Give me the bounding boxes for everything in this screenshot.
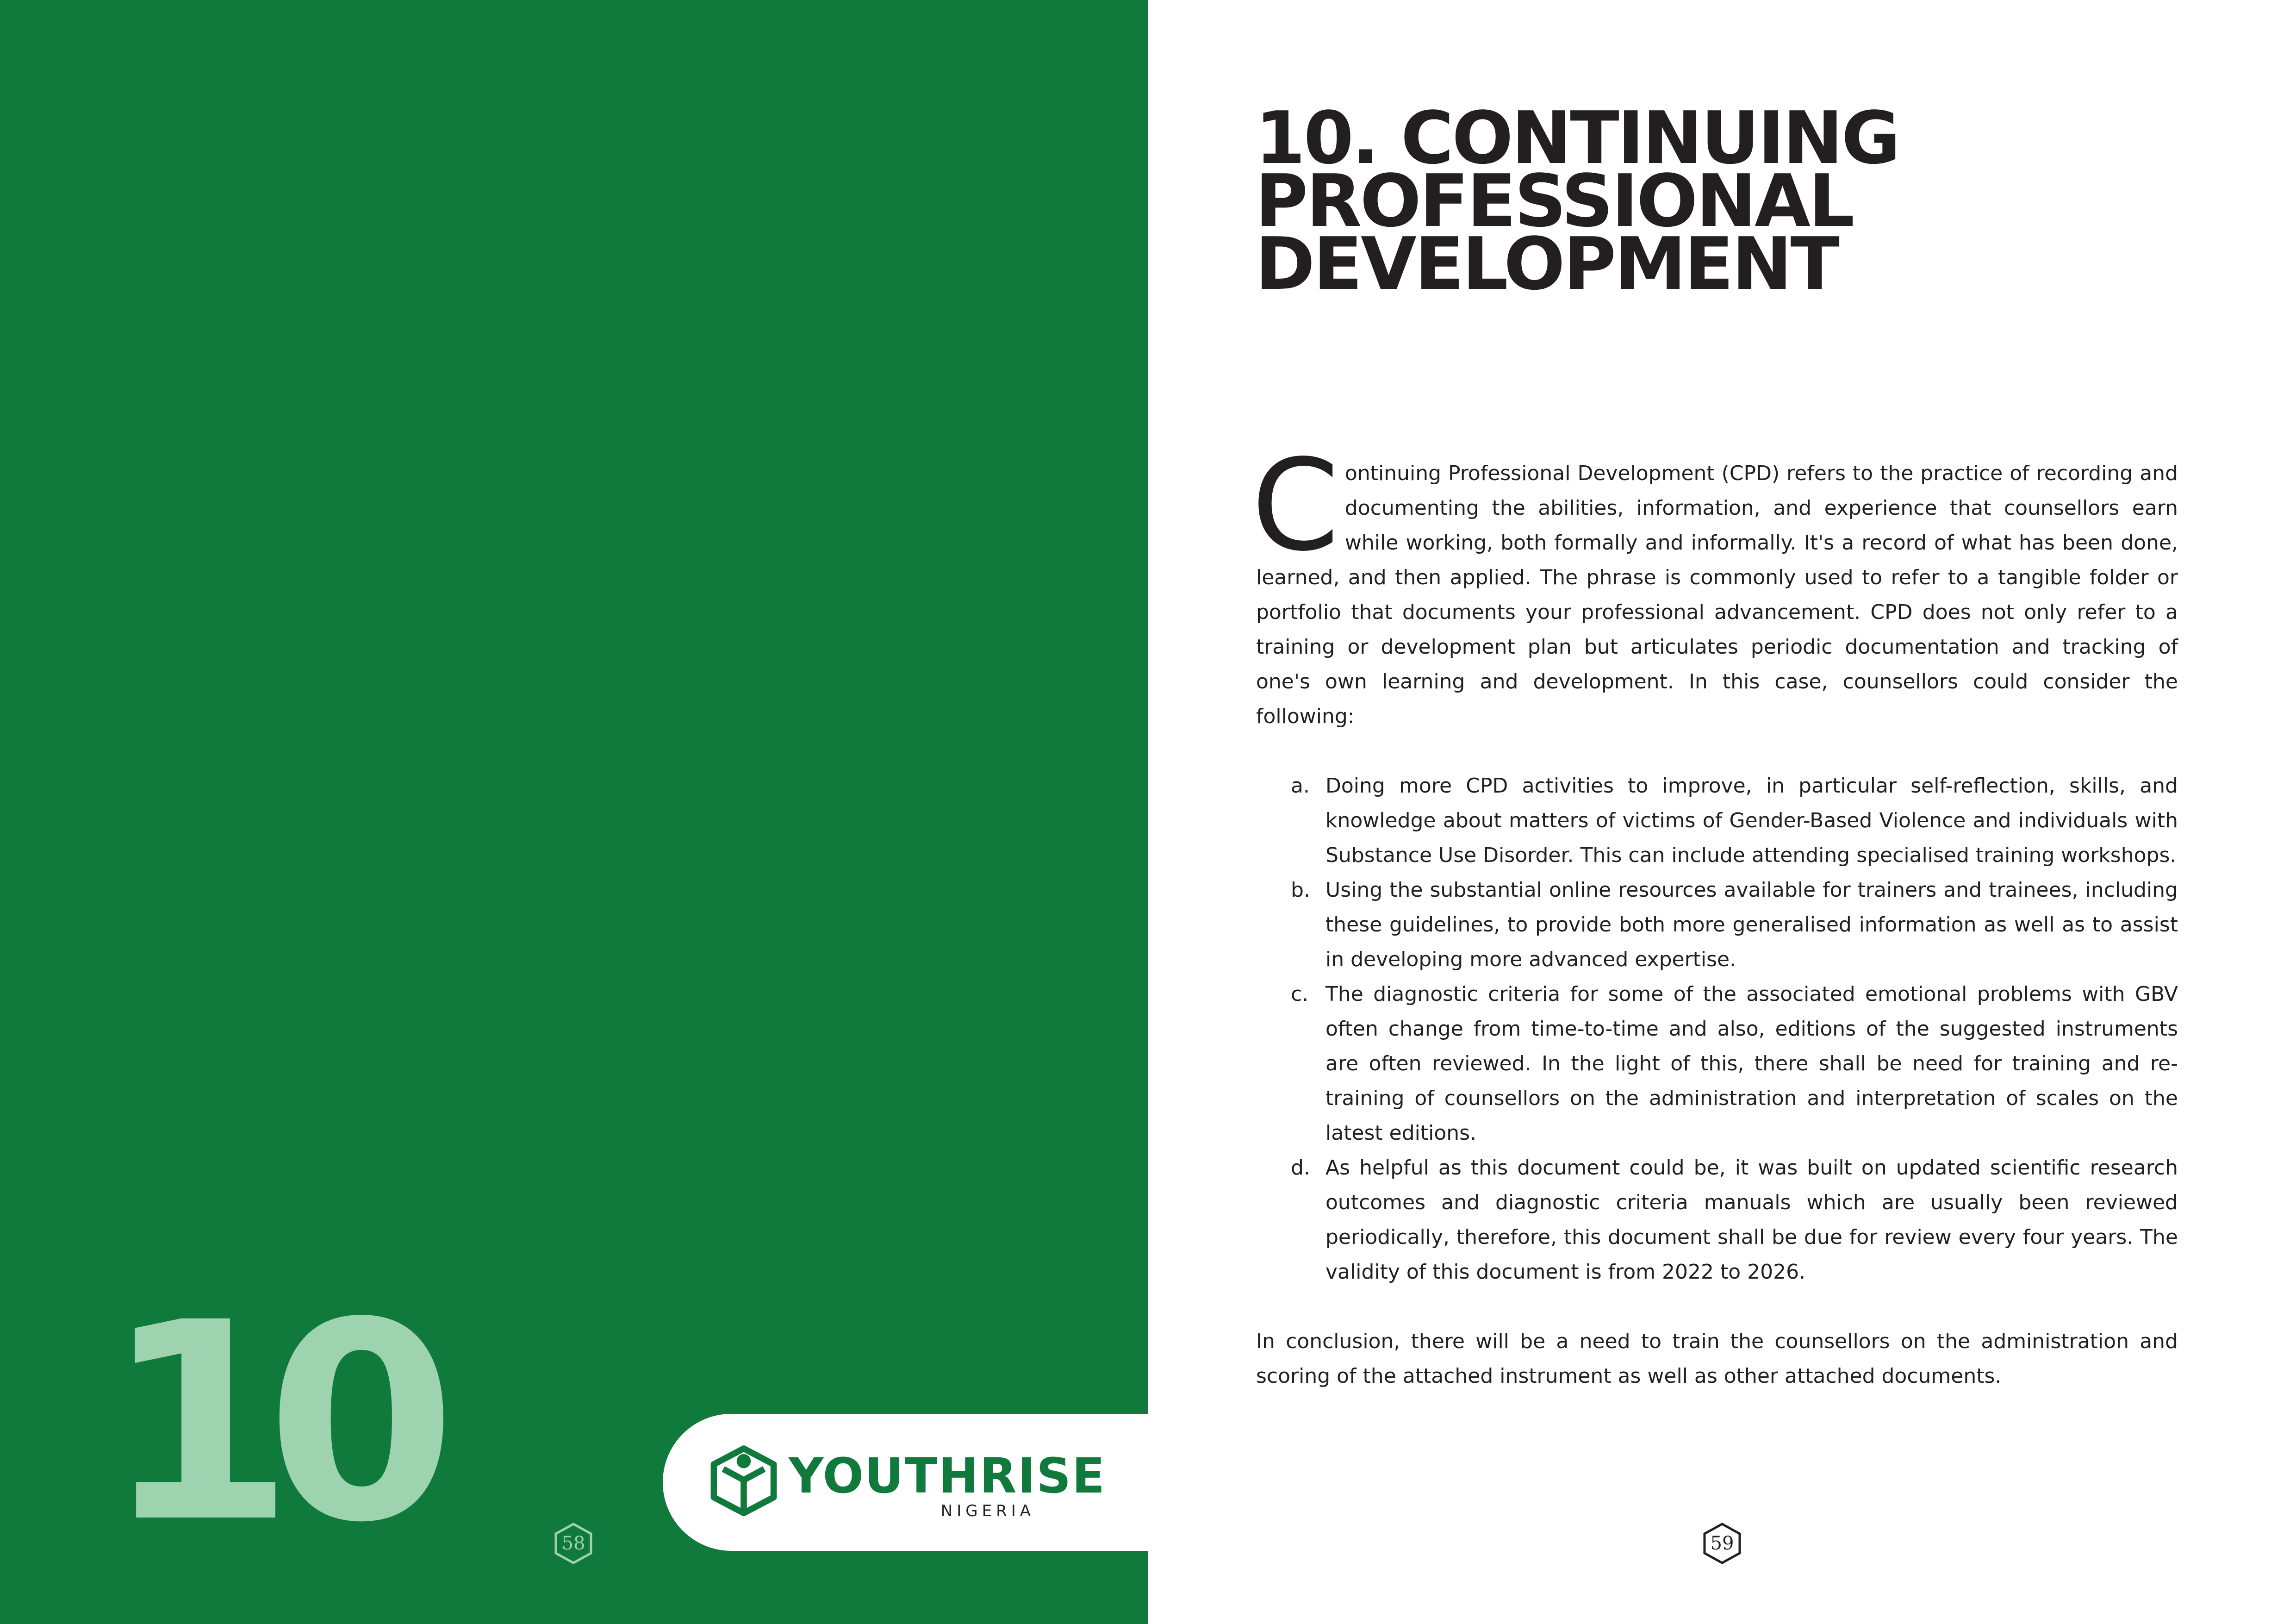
title-line: DEVELOPMENT [1255, 222, 1838, 306]
page-number-right [1703, 1522, 1742, 1565]
logo-tab [663, 1414, 1148, 1551]
body-text [1251, 433, 2178, 1393]
chapter-number: 10 [104, 1264, 429, 1582]
list-marker: c. [1291, 982, 1309, 1006]
logo-subtitle: NIGERIA [940, 1502, 1035, 1520]
drop-cap: C [1251, 433, 1339, 579]
conclusion-paragraph: In conclusion, there will be a need to train the counsellors on the administration and scoring of the attached instrument as well as other attached documents. [1256, 1330, 2178, 1388]
list-item-text: Doing more CPD activities to improve, in particular self-reflection, skills, and knowledge about matters of victims of Gender-Based Violence and individuals with Substance Use Disorder. This can include attending specialised training workshops. [1325, 774, 2178, 867]
considerations-list [1256, 768, 2178, 1289]
list-item [1256, 768, 2178, 873]
list-item-text: As helpful as this document could be, it was built on updated scientific research outcomes and diagnostic criteria manuals which are usually been reviewed periodically, therefore, this document shall be due for review every four years. The validity of this document is from 2022 to 2026. [1325, 1156, 2178, 1284]
title-line: 10. CONTINUING [1255, 96, 1899, 180]
list-item [1256, 1150, 2178, 1289]
list-item [1256, 977, 2178, 1150]
list-item-text: Using the substantial online resources available for trainers and trainees, including these guidelines, to provide both more generalised information as well as to assist in developing more advanced expertise. [1325, 878, 2178, 971]
list-item [1256, 873, 2178, 977]
page-title [1255, 96, 1899, 306]
youthrise-logo-icon [704, 1441, 783, 1519]
list-marker: b. [1291, 878, 1310, 902]
intro-paragraph [1251, 433, 2178, 734]
page-number-left [554, 1522, 593, 1565]
list-marker: d. [1291, 1156, 1310, 1180]
page-number-right-text: 59 [1710, 1533, 1734, 1554]
page-number-left-text: 58 [561, 1533, 585, 1554]
logo-name: YOUTHRISE [789, 1448, 1106, 1504]
list-marker: a. [1291, 774, 1310, 798]
title-line: PROFESSIONAL [1255, 159, 1853, 243]
list-item-text: The diagnostic criteria for some of the associated emotional problems with GBV often change from time-to-time and also, editions of the suggested instruments are often reviewed. In the light of this, there shall be need for training and re-training of counsellors on the administration and interpretation of scales on the latest editions. [1325, 982, 2178, 1145]
intro-text: ontinuing Professional Development (CPD) refers to the practice of recording and documenting the abilities, information, and experience that counsellors earn while working, both formally and informally. It's a record of what has been done, learned, and then applied. The phrase is commonly used to refer to a tangible folder or portfolio that documents your professional advancement. CPD does not only refer to a training or development plan but articulates periodic documentation and tracking of one's own learning and development. In this case, counsellors could consider the following: [1256, 462, 2178, 728]
